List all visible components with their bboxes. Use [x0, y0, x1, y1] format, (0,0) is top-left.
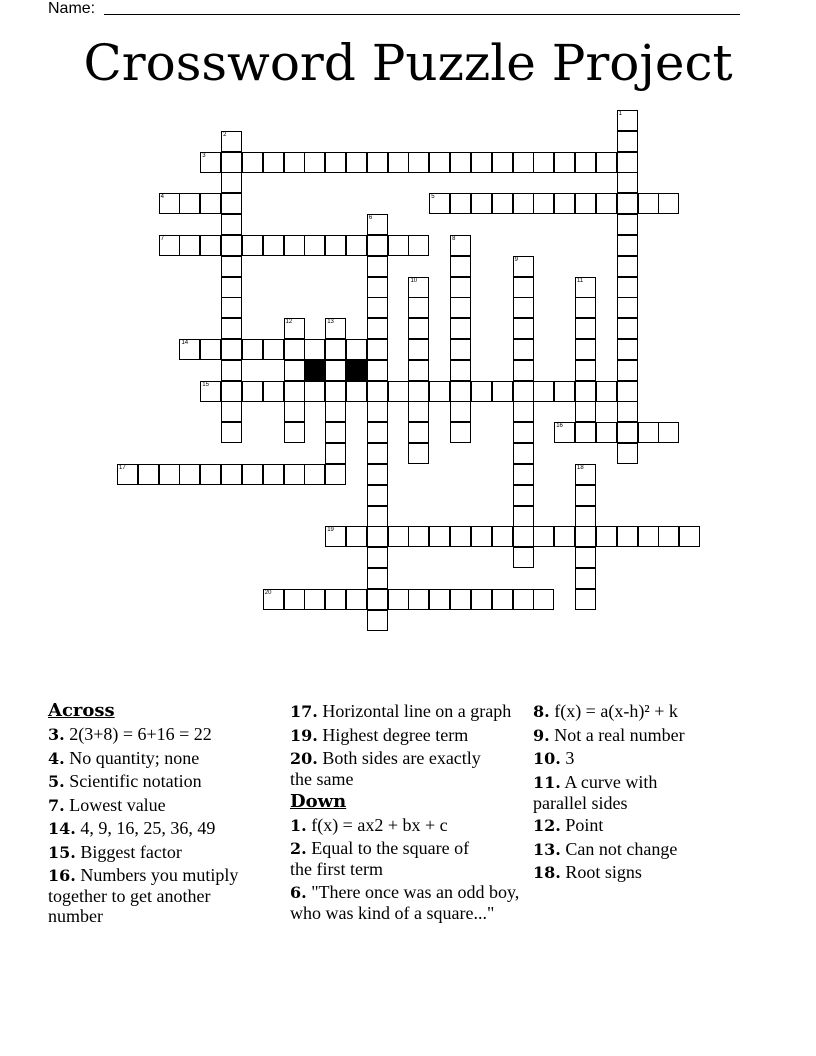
crossword-cell[interactable]	[221, 235, 242, 256]
clue-number: 16	[556, 423, 563, 430]
crossword-cell[interactable]	[367, 318, 388, 339]
crossword-cell[interactable]	[284, 318, 305, 339]
crossword-cell[interactable]	[367, 297, 388, 318]
crossword-cell[interactable]	[408, 297, 429, 318]
crossword-cell[interactable]	[450, 381, 471, 402]
crossword-cell[interactable]	[367, 526, 388, 547]
crossword-cell[interactable]	[575, 318, 596, 339]
crossword-cell[interactable]	[617, 381, 638, 402]
clue-number: 8	[452, 235, 456, 242]
crossword-cell[interactable]	[200, 152, 221, 173]
crossword-cell[interactable]	[617, 152, 638, 173]
crossword-cell[interactable]	[346, 589, 367, 610]
clue-down-1: 1. f(x) = ax2 + bx + c	[290, 814, 448, 835]
crossword-cell[interactable]	[471, 589, 492, 610]
crossword-cell[interactable]	[221, 381, 242, 402]
crossword-cell[interactable]	[221, 297, 242, 318]
crossword-cell[interactable]	[242, 339, 263, 360]
crossword-cell[interactable]	[388, 152, 409, 173]
crossword-cell[interactable]	[575, 506, 596, 527]
crossword-cell[interactable]	[596, 381, 617, 402]
clue-number: 4	[160, 194, 164, 201]
crossword-cell[interactable]	[513, 318, 534, 339]
crossword-cell[interactable]	[679, 526, 700, 547]
crossword-cell[interactable]	[346, 235, 367, 256]
crossword-cell[interactable]	[325, 381, 346, 402]
crossword-cell[interactable]	[221, 464, 242, 485]
crossword-cell[interactable]	[513, 360, 534, 381]
crossword-cell[interactable]	[242, 381, 263, 402]
crossword-cell[interactable]	[617, 318, 638, 339]
crossword-cell[interactable]	[221, 152, 242, 173]
clue-number: 7	[160, 235, 164, 242]
crossword-cell[interactable]	[263, 339, 284, 360]
crossword-cell[interactable]	[221, 131, 242, 152]
crossword-cell[interactable]	[513, 422, 534, 443]
crossword-cell[interactable]	[575, 422, 596, 443]
crossword-cell[interactable]	[575, 152, 596, 173]
blocked-cell	[304, 360, 325, 381]
crossword-cell[interactable]	[554, 526, 575, 547]
clue-number: 2	[223, 131, 227, 138]
crossword-cell[interactable]	[408, 277, 429, 298]
crossword-cell[interactable]	[617, 526, 638, 547]
crossword-cell[interactable]	[263, 235, 284, 256]
crossword-cell[interactable]	[179, 464, 200, 485]
crossword-cell[interactable]	[325, 401, 346, 422]
crossword-cell[interactable]	[617, 193, 638, 214]
clue-number: 17	[119, 464, 126, 471]
crossword-cell[interactable]	[429, 152, 450, 173]
crossword-cell[interactable]	[221, 172, 242, 193]
crossword-cell[interactable]	[221, 193, 242, 214]
crossword-cell[interactable]	[284, 381, 305, 402]
crossword-cell[interactable]	[513, 464, 534, 485]
crossword-cell[interactable]	[492, 152, 513, 173]
name-label: Name:	[48, 0, 96, 17]
crossword-cell[interactable]	[554, 381, 575, 402]
crossword-cell[interactable]	[575, 360, 596, 381]
crossword-cell[interactable]	[367, 506, 388, 527]
crossword-cell[interactable]	[200, 381, 221, 402]
crossword-cell[interactable]	[221, 339, 242, 360]
clue-number: 15	[202, 381, 209, 388]
crossword-cell[interactable]	[117, 464, 138, 485]
clue-down-10: 10. 3	[533, 748, 575, 768]
crossword-cell[interactable]	[388, 526, 409, 547]
crossword-cell[interactable]	[492, 381, 513, 402]
crossword-cell[interactable]	[513, 297, 534, 318]
clue-number: 1	[618, 111, 623, 117]
crossword-cell[interactable]	[367, 589, 388, 610]
crossword-cell[interactable]	[367, 152, 388, 173]
crossword-cell[interactable]	[325, 152, 346, 173]
crossword-cell[interactable]	[408, 422, 429, 443]
crossword-cell[interactable]	[200, 339, 221, 360]
crossword-cell[interactable]	[575, 568, 596, 589]
clue-across-15: 15. Biggest factor	[48, 841, 182, 862]
crossword-cell[interactable]	[533, 526, 554, 547]
crossword-cell[interactable]	[429, 193, 450, 214]
crossword-cell[interactable]	[304, 589, 325, 610]
clue-number: 3	[202, 152, 206, 159]
crossword-cell[interactable]	[284, 339, 305, 360]
clue-across-3: 3. 2(3+8) = 6+16 = 22	[48, 724, 212, 744]
crossword-cell[interactable]	[450, 526, 471, 547]
crossword-cell[interactable]	[617, 360, 638, 381]
crossword-cell[interactable]	[367, 568, 388, 589]
clue-down-8: 8. f(x) = a(x-h)² + k	[533, 701, 678, 721]
crossword-cell[interactable]	[221, 401, 242, 422]
crossword-cell[interactable]	[575, 193, 596, 214]
crossword-cell[interactable]	[450, 277, 471, 298]
crossword-cell[interactable]	[450, 401, 471, 422]
crossword-cell[interactable]	[263, 589, 284, 610]
crossword-cell[interactable]	[221, 277, 242, 298]
crossword-cell[interactable]	[408, 381, 429, 402]
crossword-cell[interactable]	[575, 464, 596, 485]
crossword-cell[interactable]	[284, 401, 305, 422]
crossword-cell[interactable]	[367, 214, 388, 235]
crossword-cell[interactable]	[471, 381, 492, 402]
crossword-cell[interactable]	[367, 422, 388, 443]
crossword-cell[interactable]	[325, 235, 346, 256]
crossword-cell[interactable]	[450, 235, 471, 256]
crossword-cell[interactable]	[513, 277, 534, 298]
clues-column-1	[48, 701, 278, 929]
crossword-cell[interactable]	[471, 152, 492, 173]
crossword-cell[interactable]	[304, 381, 325, 402]
crossword-cell[interactable]	[408, 401, 429, 422]
clue-down-6: 6. "There once was an odd boy, who was kind of a square..."	[290, 881, 520, 923]
crossword-cell[interactable]	[367, 401, 388, 422]
clue-across-20: 20. Both sides are exactly the same	[290, 748, 481, 789]
crossword-cell[interactable]	[408, 235, 429, 256]
crossword-cell[interactable]	[325, 464, 346, 485]
crossword-cell[interactable]	[304, 152, 325, 173]
crossword-cell[interactable]	[221, 256, 242, 277]
crossword-cell[interactable]	[346, 381, 367, 402]
crossword-cell[interactable]	[429, 589, 450, 610]
crossword-cell[interactable]	[450, 193, 471, 214]
crossword-cell[interactable]	[533, 381, 554, 402]
crossword-cell[interactable]	[408, 443, 429, 464]
blocked-cell	[346, 360, 367, 381]
down-heading: Down	[290, 790, 347, 812]
clue-number: 12	[285, 319, 293, 326]
crossword-cell[interactable]	[367, 443, 388, 464]
crossword-cell[interactable]	[200, 464, 221, 485]
crossword-cell[interactable]	[658, 193, 679, 214]
crossword-cell[interactable]	[159, 464, 180, 485]
crossword-cell[interactable]	[513, 381, 534, 402]
crossword-cell[interactable]	[304, 464, 325, 485]
crossword-cell[interactable]	[200, 235, 221, 256]
crossword-cell[interactable]	[179, 193, 200, 214]
crossword-cell[interactable]	[179, 235, 200, 256]
crossword-cell[interactable]	[617, 131, 638, 152]
crossword-cell[interactable]	[450, 152, 471, 173]
crossword-cell[interactable]	[450, 422, 471, 443]
crossword-cell[interactable]	[346, 526, 367, 547]
clue-down-11: 11. A curve with parallel sides	[533, 771, 658, 813]
crossword-cell[interactable]	[513, 506, 534, 527]
clue-across-4: 4. No quantity; none	[48, 747, 200, 768]
crossword-cell[interactable]	[388, 589, 409, 610]
crossword-cell[interactable]	[554, 422, 575, 443]
crossword-cell[interactable]	[325, 318, 346, 339]
clue-down-18: 18. Root signs	[533, 862, 642, 882]
crossword-cell[interactable]	[450, 297, 471, 318]
clue-down-13: 13. Can not change	[533, 838, 678, 859]
crossword-cell[interactable]	[617, 339, 638, 360]
crossword-cell[interactable]	[596, 422, 617, 443]
crossword-cell[interactable]	[367, 235, 388, 256]
crossword-cell[interactable]	[284, 589, 305, 610]
crossword-cell[interactable]	[513, 547, 534, 568]
clues-column-2	[290, 701, 522, 925]
crossword-cell[interactable]	[575, 485, 596, 506]
crossword-cell[interactable]	[367, 464, 388, 485]
crossword-cell[interactable]	[513, 193, 534, 214]
crossword-cell[interactable]	[325, 443, 346, 464]
crossword-cell[interactable]	[513, 485, 534, 506]
clue-number: 13	[327, 319, 334, 326]
crossword-cell[interactable]	[575, 589, 596, 610]
crossword-cell[interactable]	[284, 235, 305, 256]
crossword-cell[interactable]	[513, 256, 534, 277]
crossword-cell[interactable]	[263, 381, 284, 402]
crossword-cell[interactable]	[325, 339, 346, 360]
crossword-cell[interactable]	[575, 277, 596, 298]
crossword-cell[interactable]	[367, 610, 388, 631]
crossword-cell[interactable]	[263, 464, 284, 485]
crossword-cell[interactable]	[617, 422, 638, 443]
crossword-cell[interactable]	[492, 589, 513, 610]
crossword-cell[interactable]	[513, 401, 534, 422]
crossword-cell[interactable]	[658, 526, 679, 547]
crossword-cell[interactable]	[367, 485, 388, 506]
crossword-cell[interactable]	[492, 193, 513, 214]
crossword-cell[interactable]	[346, 152, 367, 173]
crossword-cell[interactable]	[471, 526, 492, 547]
crossword-cell[interactable]	[367, 381, 388, 402]
crossword-cell[interactable]	[575, 381, 596, 402]
crossword-cell[interactable]	[617, 214, 638, 235]
crossword-cell[interactable]	[221, 422, 242, 443]
clue-down-12: 12. Point	[533, 815, 604, 835]
crossword-cell[interactable]	[263, 152, 284, 173]
crossword-cell[interactable]	[429, 526, 450, 547]
crossword-cell[interactable]	[388, 381, 409, 402]
crossword-cell[interactable]	[450, 360, 471, 381]
crossword-cell[interactable]	[325, 422, 346, 443]
crossword-cell[interactable]	[138, 464, 159, 485]
crossword-cell[interactable]	[242, 464, 263, 485]
crossword-cell[interactable]	[159, 193, 180, 214]
clue-number: 20	[264, 589, 272, 596]
crossword-cell[interactable]	[325, 360, 346, 381]
crossword-cell[interactable]	[346, 339, 367, 360]
crossword-cell[interactable]	[304, 339, 325, 360]
crossword-cell[interactable]	[617, 401, 638, 422]
crossword-cell[interactable]	[408, 318, 429, 339]
crossword-cell[interactable]	[575, 547, 596, 568]
crossword-cell[interactable]	[492, 526, 513, 547]
crossword-cell[interactable]	[367, 360, 388, 381]
crossword-cell[interactable]	[450, 256, 471, 277]
crossword-cell[interactable]	[159, 235, 180, 256]
crossword-cell[interactable]	[284, 422, 305, 443]
crossword-cell[interactable]	[367, 277, 388, 298]
crossword-cell[interactable]	[638, 193, 659, 214]
crossword-cell[interactable]	[554, 152, 575, 173]
clue-across-17: 17. Horizontal line on a graph	[290, 701, 512, 721]
crossword-cell[interactable]	[284, 360, 305, 381]
clue-across-14: 14. 4, 9, 16, 25, 36, 49	[48, 818, 216, 838]
clue-number: 10	[410, 277, 418, 284]
crossword-cell[interactable]	[638, 422, 659, 443]
clue-across-5: 5. Scientific notation	[48, 771, 202, 791]
crossword-cell[interactable]	[408, 152, 429, 173]
clue-down-2: 2. Equal to the square of the first term	[290, 838, 470, 879]
crossword-cell[interactable]	[617, 297, 638, 318]
crossword-cell[interactable]	[513, 589, 534, 610]
crossword-cell[interactable]	[408, 360, 429, 381]
crossword-cell[interactable]	[617, 443, 638, 464]
crossword-cell[interactable]	[575, 401, 596, 422]
crossword-cell[interactable]	[617, 235, 638, 256]
clue-number: 14	[181, 340, 189, 347]
clue-number: 11	[577, 277, 584, 284]
crossword-cell[interactable]	[408, 526, 429, 547]
clue-number: 9	[514, 256, 518, 263]
crossword-cell[interactable]	[450, 589, 471, 610]
crossword-cell[interactable]	[388, 235, 409, 256]
crossword-cell[interactable]	[304, 235, 325, 256]
crossword-cell[interactable]	[617, 256, 638, 277]
crossword-cell[interactable]	[596, 152, 617, 173]
crossword-cell[interactable]	[513, 339, 534, 360]
across-heading: Across	[48, 700, 115, 721]
crossword-cell[interactable]	[471, 193, 492, 214]
crossword-cell[interactable]	[284, 152, 305, 173]
crossword-cell[interactable]	[575, 526, 596, 547]
clue-number: 5	[431, 194, 435, 201]
crossword-cell[interactable]	[513, 443, 534, 464]
crossword-cell[interactable]	[179, 339, 200, 360]
crossword-cell[interactable]	[554, 193, 575, 214]
clue-across-16: 16. Numbers you mutiply together to get another number	[48, 865, 239, 926]
crossword-cell[interactable]	[367, 547, 388, 568]
crossword-cell[interactable]	[242, 235, 263, 256]
crossword-cell[interactable]	[513, 526, 534, 547]
clue-across-7: 7. Lowest value	[48, 794, 166, 815]
crossword-cell[interactable]	[638, 526, 659, 547]
crossword-cell[interactable]	[221, 360, 242, 381]
crossword-cell[interactable]	[533, 193, 554, 214]
crossword-cell[interactable]	[450, 339, 471, 360]
crossword-cell[interactable]	[617, 277, 638, 298]
page-title: Crossword Puzzle Project	[83, 34, 733, 92]
clue-number: 6	[368, 215, 373, 222]
crossword-cell[interactable]	[221, 214, 242, 235]
crossword-cell[interactable]	[533, 152, 554, 173]
crossword-cell[interactable]	[242, 152, 263, 173]
clue-number: 18	[577, 464, 584, 471]
crossword-cell[interactable]	[200, 193, 221, 214]
crossword-cell[interactable]	[408, 339, 429, 360]
crossword-cell[interactable]	[533, 589, 554, 610]
crossword-cell[interactable]	[325, 589, 346, 610]
crossword-cell[interactable]	[450, 318, 471, 339]
crossword-cell[interactable]	[596, 526, 617, 547]
crossword-cell[interactable]	[221, 318, 242, 339]
crossword-cell[interactable]	[408, 589, 429, 610]
clue-down-9: 9. Not a real number	[533, 724, 685, 745]
crossword-cell[interactable]	[513, 152, 534, 173]
crossword-cell[interactable]	[617, 172, 638, 193]
clue-number: 19	[327, 527, 334, 534]
crossword-cell[interactable]	[658, 422, 679, 443]
crossword-cell[interactable]	[575, 339, 596, 360]
crossword-cell[interactable]	[367, 256, 388, 277]
clues-column-3	[533, 701, 773, 886]
crossword-cell[interactable]	[596, 193, 617, 214]
crossword-cell[interactable]	[429, 381, 450, 402]
crossword-cell[interactable]	[284, 464, 305, 485]
clue-across-19: 19. Highest degree term	[290, 724, 469, 745]
crossword-cell[interactable]	[575, 297, 596, 318]
crossword-cell[interactable]	[617, 110, 638, 131]
crossword-cell[interactable]	[367, 339, 388, 360]
crossword-cell[interactable]	[325, 526, 346, 547]
